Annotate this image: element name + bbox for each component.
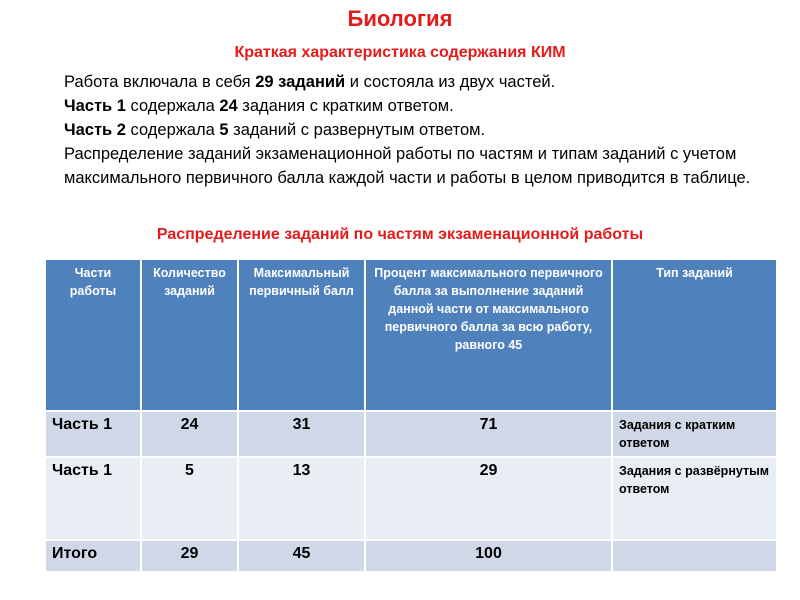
text: задания с кратким ответом. — [237, 97, 454, 115]
text-bold: 24 — [219, 97, 238, 115]
text: и состояла из двух частей. — [345, 73, 556, 91]
table-title: Распределение заданий по частям экзаменационной работы — [156, 226, 644, 243]
header-cell: Процент максимального первичного балла за выполнение заданий данной части от максимального первичного балла за всю работу, равного 45 — [365, 259, 612, 411]
paragraph-1 — [64, 70, 784, 94]
cell: Часть 1 — [45, 411, 141, 457]
header-cell: Максимальный первичный балл — [238, 259, 365, 411]
header-cell: Тип заданий — [612, 259, 777, 411]
cell: Задания с развёрнутым ответом — [612, 457, 777, 540]
header-cell: Количество заданий — [141, 259, 238, 411]
cell: 100 — [365, 540, 612, 572]
slide-title: Биология — [347, 6, 453, 31]
text: содержала — [125, 121, 220, 139]
paragraph-4: Распределение заданий экзаменационной работы по частям и типам заданий с учетом максимального первичного балла каждой части и работы в целом приводится в таблице. — [64, 145, 751, 187]
cell: 29 — [141, 540, 238, 572]
text-bold: Часть 2 — [64, 121, 126, 139]
cell: 31 — [238, 411, 365, 457]
cell: 45 — [238, 540, 365, 572]
distribution-table — [44, 258, 778, 573]
table-row — [45, 411, 777, 457]
cell — [612, 540, 777, 572]
text-bold: 29 заданий — [255, 73, 346, 91]
table-row — [45, 457, 777, 540]
cell: 5 — [141, 457, 238, 540]
text-bold: 5 — [219, 121, 229, 139]
cell: 24 — [141, 411, 238, 457]
cell: Задания с кратким ответом — [612, 411, 777, 457]
cell: Часть 1 — [45, 457, 141, 540]
subtitle: Краткая характеристика содержания КИМ — [234, 44, 566, 61]
table-header-row — [45, 259, 777, 411]
text: содержала — [125, 97, 220, 115]
paragraph-3 — [64, 118, 784, 142]
text: заданий с развернутым ответом. — [228, 121, 486, 139]
cell: 71 — [365, 411, 612, 457]
description — [64, 70, 784, 190]
text-bold: Часть 1 — [64, 97, 126, 115]
cell: Итого — [45, 540, 141, 572]
paragraph-2 — [64, 94, 784, 118]
header-cell: Части работы — [45, 259, 141, 411]
table-row-total — [45, 540, 777, 572]
text: Работа включала в себя — [64, 73, 256, 91]
cell: 29 — [365, 457, 612, 540]
cell: 13 — [238, 457, 365, 540]
